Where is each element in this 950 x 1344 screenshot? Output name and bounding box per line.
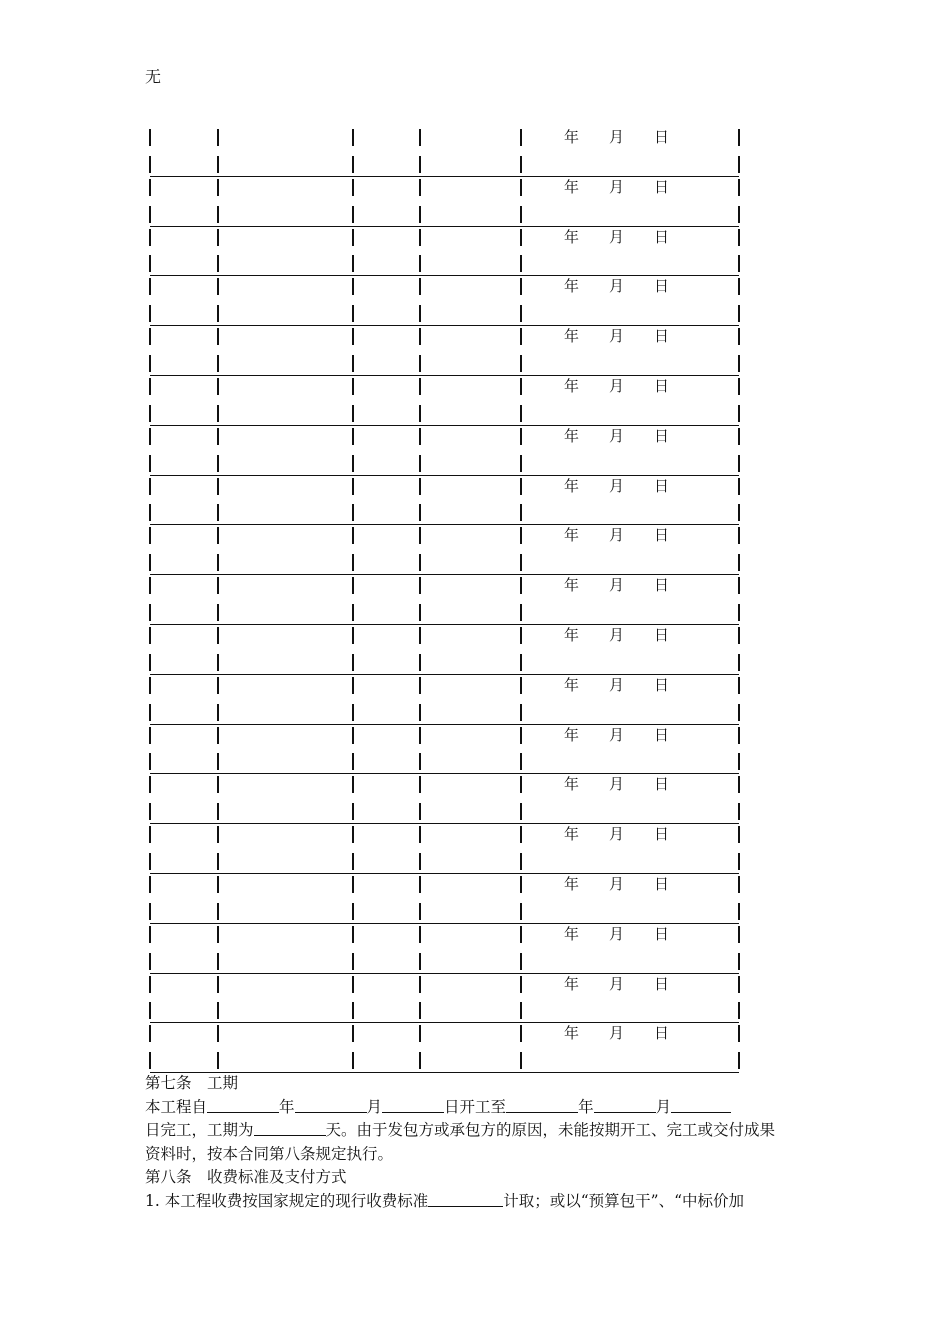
- article7-line2: [145, 1119, 810, 1143]
- date-cell: 年 月 日: [564, 725, 670, 744]
- table-row: [150, 575, 739, 625]
- table-row: [150, 177, 739, 227]
- date-cell: 年 月 日: [564, 426, 670, 445]
- article7-line3: 资料时，按本合同第八条规定执行。: [145, 1144, 394, 1163]
- table-row: [150, 525, 739, 575]
- date-cell: 年 月 日: [564, 476, 670, 495]
- blank-start-year[interactable]: [207, 1096, 279, 1113]
- article8-line1: [145, 1190, 810, 1214]
- table-row: [150, 326, 739, 376]
- text-segment: 月: [366, 1097, 383, 1116]
- blank-end-year[interactable]: [506, 1096, 578, 1113]
- table-row: [150, 127, 739, 177]
- article7-heading: 第七条 工期: [145, 1074, 239, 1092]
- text-segment: 计取；或以“预算包干”、“中标价加: [503, 1191, 744, 1210]
- table-row: [150, 675, 739, 725]
- table-row: [150, 725, 739, 775]
- table-row: [150, 824, 739, 874]
- blank-end-day[interactable]: [671, 1096, 731, 1113]
- date-cell: 年 月 日: [564, 576, 670, 595]
- text-segment: 月: [655, 1097, 672, 1116]
- text-segment: 1. 本工程收费按国家规定的现行收费标准: [145, 1191, 429, 1210]
- schedule-table: [150, 127, 739, 1073]
- table-row: [150, 376, 739, 426]
- date-cell: 年 月 日: [564, 128, 670, 146]
- date-cell: 年 月 日: [564, 675, 670, 694]
- text-segment: 天。由于发包方或承包方的原因，未能按期开工、完工或交付成果: [325, 1121, 776, 1140]
- date-cell: 年 月 日: [564, 277, 670, 296]
- table-row: [150, 426, 739, 476]
- blank-duration-days[interactable]: [254, 1119, 326, 1136]
- table-row: [150, 874, 739, 924]
- table-row: [150, 1023, 739, 1073]
- table-row: [150, 476, 739, 526]
- page-top-character: 无: [145, 67, 162, 86]
- date-cell: 年 月 日: [564, 376, 670, 395]
- date-cell: 年 月 日: [564, 177, 670, 196]
- date-cell: 年 月 日: [564, 974, 670, 993]
- text-segment: 日开工至: [444, 1097, 507, 1116]
- blank-start-month[interactable]: [295, 1096, 367, 1113]
- date-cell: 年 月 日: [564, 924, 670, 943]
- date-cell: 年 月 日: [564, 825, 670, 844]
- table-row: [150, 924, 739, 974]
- article8-heading: 第八条 收费标准及支付方式: [145, 1168, 347, 1187]
- table-row: [150, 227, 739, 277]
- article7-line1: [145, 1096, 810, 1120]
- table-row: [150, 974, 739, 1024]
- date-cell: 年 月 日: [564, 1024, 670, 1043]
- text-segment: 本工程自: [145, 1097, 208, 1116]
- blank-end-month[interactable]: [594, 1096, 656, 1113]
- date-cell: 年 月 日: [564, 625, 670, 644]
- text-segment: 年: [279, 1097, 295, 1116]
- table-row: [150, 625, 739, 675]
- date-cell: 年 月 日: [564, 227, 670, 246]
- date-cell: 年 月 日: [564, 874, 670, 893]
- text-segment: 日完工，工期为: [145, 1121, 254, 1140]
- contract-body: [145, 1072, 810, 1214]
- blank-start-day[interactable]: [382, 1096, 444, 1113]
- text-segment: 年: [578, 1097, 594, 1116]
- blank-fee-standard[interactable]: [428, 1190, 503, 1207]
- date-cell: 年 月 日: [564, 526, 670, 545]
- date-cell: 年 月 日: [564, 327, 670, 346]
- table-row: [150, 276, 739, 326]
- table-row: [150, 774, 739, 824]
- date-cell: 年 月 日: [564, 775, 670, 794]
